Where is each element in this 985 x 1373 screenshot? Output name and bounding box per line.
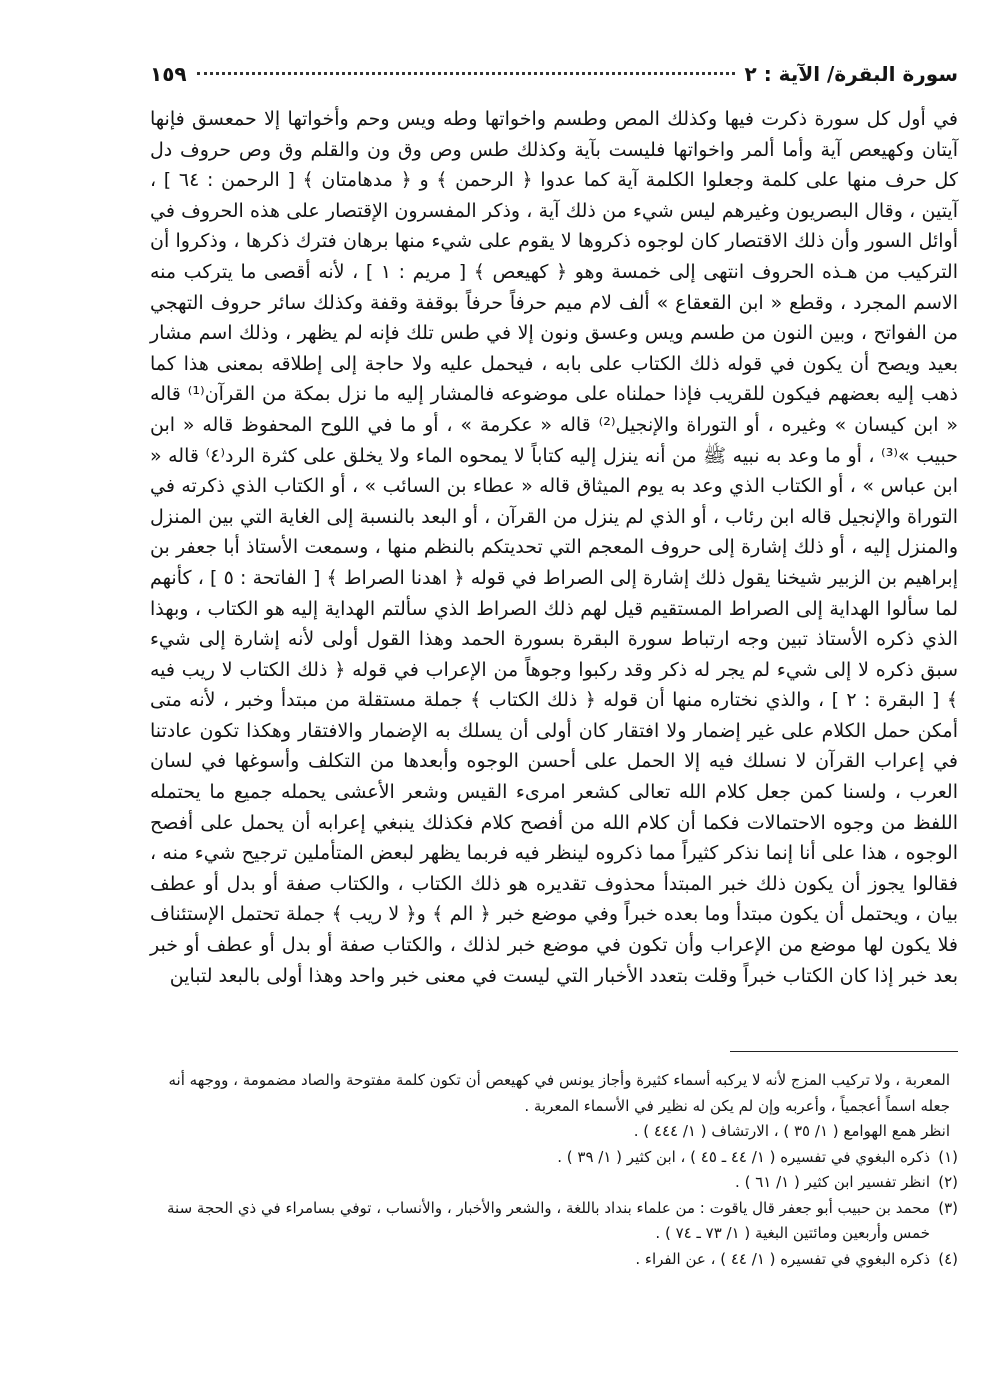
header-dotted-leader: [197, 72, 735, 75]
footnote-text: ذكره البغوي في تفسيره ( ١/ ٤٤ ) ، عن الفراء .: [635, 1249, 930, 1268]
footnote-number: (٢): [938, 1173, 958, 1192]
footnote-continuation-reference: انظر همع الهوامع ( ١/ ٣٥ ) ، الارتشاف ( ١/ ٤٤٤ ) .: [633, 1122, 950, 1141]
footnote-number: (٣): [938, 1198, 958, 1217]
surah-verse-title: سورة البقرة/ الآية : ٢: [744, 62, 958, 86]
body-paragraph: في أول كل سورة ذكرت فيها وكذلك المص وطسم واخواتها وطه ويس وحم وأخواتها إلا حمعسق فإنها آيتان وكهيعص آية وأما ألمر واخواتها فليست بآية وكذلك طس وص وق ون والقلم وق وص حروف دل كل حرف منها على كلمة وجعلوا الكلمة آية كما عدوا ﴿ الرحمن ﴾ و ﴿ مدهامتان ﴾ [ الرحمن : ٦٤ ] ، آيتين ، وقال البصريون وغيرهم ليس شيء من ذلك آية ، وذكر المفسرون الإقتصار على هذه الحروف في أوائل السور وأن ذلك الاقتصار كان لوجوه ذكروها لا يقوم على شيء منها برهان فترك ذكرها ، وذكروا أن التركيب من هـذه الحروف انتهى إلى خمسة وهو ﴿ كهيعص ﴾ [ مريم : ١ ] ، لأنه أقصى ما يتركب منه الاسم المجرد ، وقطع « ابن القعقاع » ألف لام ميم حرفاً حرفاً بوقفة وقفة وكذلك سائر حروف التهجي من الفواتح ، وبين النون من طسم ويس وعسق ونون إلا في طس تلك فإنه لم يظهر ، وذلك اسم مشار بعيد ويصح أن يكون في قوله ذلك الكتاب على بابه ، فيحمل عليه ولا حاجة إلى إطلاقه بمعنى هذا كما ذهب إليه بعضهم فيكون للقريب فإذا حملناه على موضوعه فالمشار إليه ما نزل بمكة من القرآن⁽¹⁾ قاله « ابن كيسان » وغيره ، أو التوراة والإنجيل⁽²⁾ قاله « عكرمة » ، أو ما في اللوح المحفوظ قاله « ابن حبيب »⁽³⁾ ، أو ما وعد به نبيه ﷺ من أنه ينزل إليه كتاباً لا يمحوه الماء ولا يخلق على كثرة الرد⁽٤⁾ قاله « ابن عباس » ، أو الكتاب الذي وعد به يوم الميثاق قاله « عطاء بن السائب » ، أو الكتاب الذي ذكرته في التوراة والإنجيل قاله ابن رئاب ، أو الذي لم ينزل من القرآن ، أو البعد بالنسبة إلى الغاية التي بين المنزل والمنزل إليه ، أو ذلك إشارة إلى حروف المعجم التي تحديتكم بالنظم منها ، وسمعت الأستاذ أبا جعفر بن إبراهيم بن الزبير شيخنا يقول ذلك إشارة إلى الصراط في قوله ﴿ اهدنا الصراط ﴾ [ الفاتحة : ٥ ] ، كأنهم لما سألوا الهداية إلى الصراط المستقيم قيل لهم ذلك الصراط الذي سألتم الهداية إليه هو الكتاب ، وبهذا الذي ذكره الأستاذ تبين وجه ارتباط سورة البقرة بسورة الحمد وهذا القول أولى لأنه إشارة إلى شيء سبق ذكره لا إلى شيء لم يجر له ذكر وقد ركبوا وجوهاً من الإعراب في قوله ﴿ ذلك الكتاب لا ريب فيه ﴾ [ البقرة : ٢ ] ، والذي نختاره منها أن قوله ﴿ ذلك الكتاب ﴾ جملة مستقلة من مبتدأ وخبر ، لأنه متى أمكن حمل الكلام على غير إضمار ولا افتقار كان أولى أن يسلك به الإضمار والافتقار وهكذا تكون عادتنا في إعراب القرآن لا نسلك فيه إلا الحمل على أحسن الوجوه وأبعدها من التكلف وأسوغها في لسان العرب ، ولسنا كمن جعل كلام الله تعالى كشعر امرىء القيس وشعر الأعشى يحمله جميع ما يحتمله اللفظ من وجوه الاحتمالات فكما أن كلام الله من أفصح كلام فكذلك ينبغي إعرابه أن يحمل على أفصح الوجوه ، هذا على أنا إنما نذكر كثيراً مما ذكروه لينظر فيه فربما يظهر لبعض المتأملين ترجيح شيء منه ، فقالوا يجوز أن يكون ذلك خبر المبتدأ محذوف تقديره هو ذلك الكتاب ، والكتاب صفة أو بدل أو عطف بيان ، ويحتمل أن يكون مبتدأ وما بعده خبراً وفي موضع خبر ﴿ الم ﴾ و﴿ لا ريب ﴾ جملة تحتمل الإستئناف فلا يكون لها موضع من الإعراب وأن تكون في موضع خبر لذلك ، والكتاب صفة أو بدل أو عطف أو خبر بعد خبر إذا كان الكتاب خبراً وقلت بتعدد الأخبار التي ليست في معنى خبر واحد وهذا أولى بالبعد لتباين: [150, 108, 959, 987]
footnote-1: [150, 1145, 958, 1171]
footnote-separator: [730, 1051, 958, 1052]
footnote-number: (١): [938, 1147, 958, 1166]
footnote-text: محمد بن حبيب أبو جعفر قال ياقوت : من علماء بنداد باللغة ، والشعر والأخبار ، والأنساب ، توفي بسامراء في ذي الحجة سنة خمس وأربعين ومائتين البغية ( ١/ ٧٣ ـ ٧٤ ) .: [167, 1198, 930, 1243]
footnote-text: ذكره البغوي في تفسيره ( ١/ ٤٤ ـ ٤٥ ) ، ابن كثير ( ١/ ٣٩ ) .: [557, 1147, 930, 1166]
footnotes: [150, 1068, 958, 1272]
running-head: [150, 62, 958, 98]
main-text: [150, 104, 958, 991]
footnote-number: (٤): [938, 1249, 958, 1268]
footnote-2: [150, 1170, 958, 1196]
footnote-text: انظر تفسير ابن كثير ( ١/ ٦١ ) .: [735, 1173, 930, 1192]
book-page: [150, 62, 958, 1352]
footnote-4: [150, 1247, 958, 1273]
footnote-continuation: المعربة ، ولا تركيب المزج لأنه لا يركبه أسماء كثيرة وأجاز يونس في كهيعص أن تكون كلمة مفتوحة والصاد مضمومة ، ووجهه أنه جعله اسماً أعجمياً ، وأعربه وإن لم يكن له نظير في الأسماء المعربة .: [168, 1071, 950, 1115]
footnote-3: [150, 1196, 958, 1247]
page-number: ١٥٩: [150, 62, 187, 86]
